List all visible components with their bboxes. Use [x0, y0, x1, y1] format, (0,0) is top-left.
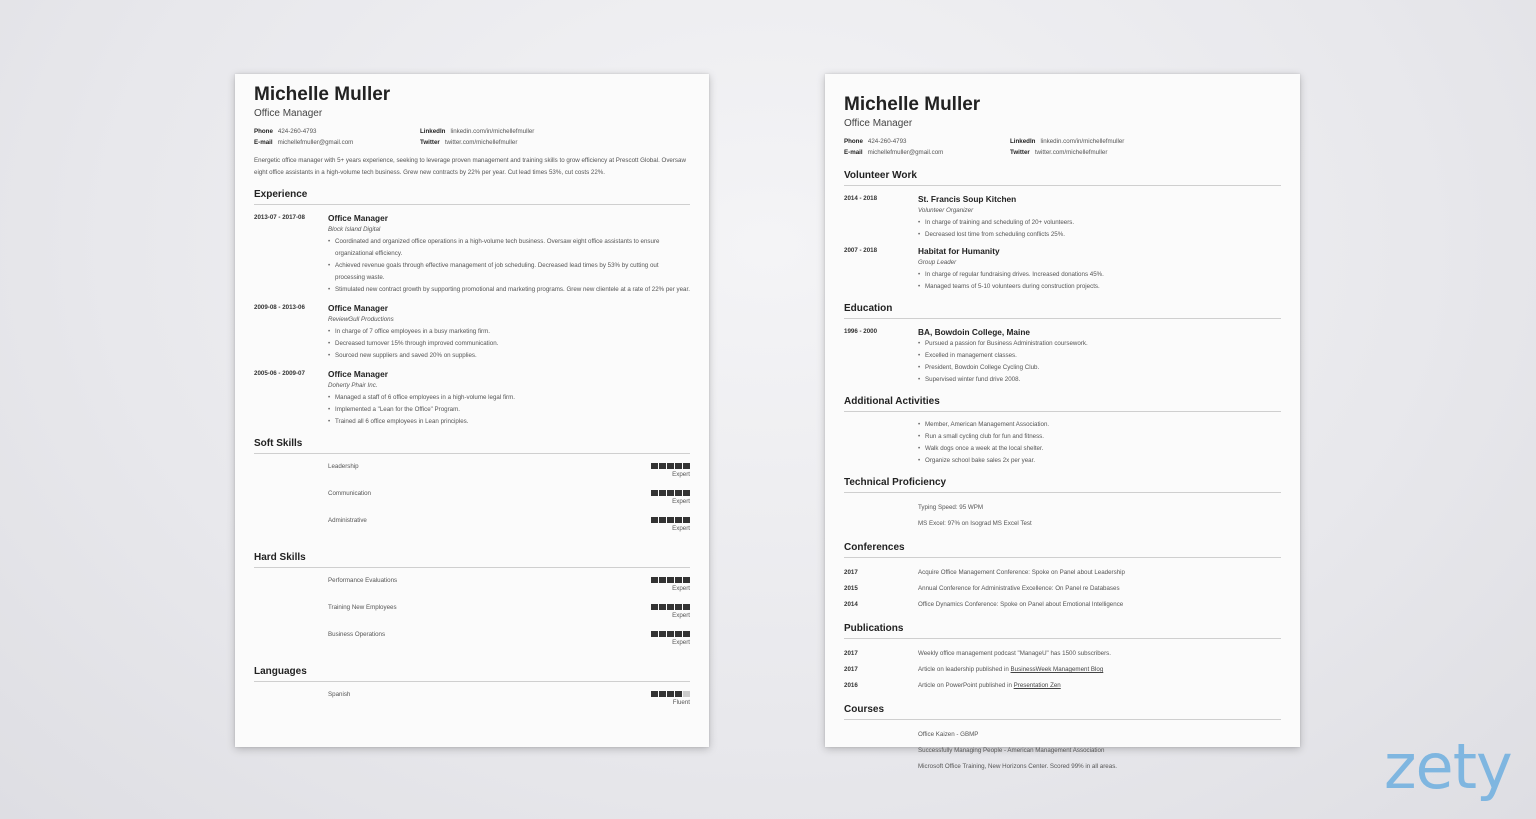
bullet-item: • Organize school bake sales 2x per year. — [918, 455, 1281, 467]
skill-row — [254, 689, 690, 716]
section-title-technical: Technical Proficiency — [844, 477, 1281, 493]
bullet-item: • Supervised winter fund drive 2008. — [918, 374, 1281, 386]
skill-name: Communication — [328, 490, 371, 497]
bullet-item: • Walk dogs once a week at the local shelter. — [918, 443, 1281, 455]
bullet-item: • Decreased turnover 15% through improved communication. — [328, 338, 690, 350]
bullet-list — [918, 419, 1281, 467]
activities-entry — [844, 419, 1281, 467]
resume-name: Michelle Muller — [254, 84, 391, 105]
resume-name: Michelle Muller — [844, 94, 981, 115]
entry-role: Group Leader — [918, 259, 957, 266]
courses-list — [844, 727, 1281, 775]
skill-row — [254, 602, 690, 629]
experience-entry — [254, 302, 690, 362]
skill-row — [254, 515, 690, 542]
education-entry — [844, 326, 1281, 386]
rating-square — [667, 490, 674, 496]
publication-row — [844, 662, 1281, 678]
contact-twitter: Twitter twitter.com/michellefmuller — [1010, 149, 1108, 156]
resume-page-right — [825, 74, 1300, 770]
publication-text-wrap — [918, 662, 1281, 678]
course-item: Successfully Managing People - American Management Association — [918, 747, 1105, 754]
rating-square — [659, 463, 666, 469]
rating-square — [683, 463, 690, 469]
entry-title: Office Manager — [328, 369, 388, 379]
rating-square — [651, 631, 658, 637]
zety-logo[interactable]: zety — [1384, 730, 1512, 803]
publication-text: Article on PowerPoint published in — [918, 682, 1014, 689]
section-title-conferences: Conferences — [844, 542, 1281, 558]
rating-square — [667, 517, 674, 523]
section-title-hard-skills: Hard Skills — [254, 552, 690, 568]
contact-twitter: Twitter twitter.com/michellefmuller — [420, 139, 518, 146]
section-title-soft-skills: Soft Skills — [254, 438, 690, 454]
skill-row — [254, 461, 690, 488]
row-spacer — [844, 759, 918, 775]
languages-list — [254, 689, 690, 716]
rating-square — [675, 490, 682, 496]
contact-phone: Phone 424-260-4793 — [254, 128, 317, 135]
bullet-item: • Trained all 6 office employees in Lean principles. — [328, 416, 690, 428]
entry-date: 2014 - 2018 — [844, 195, 878, 202]
bullet-item: • Member, American Management Association. — [918, 419, 1281, 431]
rating-square — [667, 463, 674, 469]
experience-entry — [254, 212, 690, 296]
soft-skills-list — [254, 461, 690, 542]
entry-date: 2009-08 - 2013-06 — [254, 304, 305, 311]
conference-year: 2014 — [844, 601, 858, 608]
skill-rating — [630, 575, 690, 602]
publication-text-wrap — [918, 646, 1281, 662]
publication-year: 2017 — [844, 666, 858, 673]
bullet-item: • Pursued a passion for Business Administration coursework. — [918, 338, 1281, 350]
bullet-item: • Managed teams of 5-10 volunteers during construction projects. — [918, 281, 1281, 293]
publication-link[interactable]: Presentation Zen — [1013, 682, 1061, 689]
rating-square — [667, 604, 674, 610]
conference-row — [844, 565, 1281, 581]
rating-square — [675, 691, 682, 697]
skill-level: Expert — [672, 612, 690, 619]
resume-role: Office Manager — [844, 118, 913, 129]
rating-square — [675, 577, 682, 583]
rating-square — [675, 517, 682, 523]
row-spacer — [844, 743, 918, 759]
rating-square — [651, 691, 658, 697]
entry-date: 1996 - 2000 — [844, 328, 878, 335]
entry-date: 2007 - 2018 — [844, 247, 878, 254]
bullet-item: • Achieved revenue goals through effective management of job scheduling. Decreased lead times by 53% by cutting out processing waste. — [328, 260, 690, 284]
resume-page-left — [235, 74, 709, 747]
rating-square — [659, 604, 666, 610]
entry-company: Doherty Phair Inc. — [328, 382, 378, 389]
skill-rating — [630, 488, 690, 515]
contact-block — [254, 128, 690, 146]
row-spacer — [844, 500, 918, 516]
experience-list — [254, 212, 690, 428]
skill-level: Expert — [672, 498, 690, 505]
publication-year: 2016 — [844, 682, 858, 689]
conference-row — [844, 581, 1281, 597]
row-spacer — [844, 516, 918, 532]
rating-bars — [630, 490, 690, 496]
skill-level: Expert — [672, 639, 690, 646]
entry-title: Office Manager — [328, 213, 388, 223]
rating-square — [683, 517, 690, 523]
section-title-experience: Experience — [254, 189, 690, 205]
conference-text: Office Dynamics Conference: Spoke on Panel about Emotional Intelligence — [918, 601, 1124, 608]
resume-summary: Energetic office manager with 5+ years experience, seeking to leverage proven management and training skills to grow efficiency at Prescott Global. Oversaw eight office assistants in a high-volume tech business. Grew new contracts by 22% per year. Cut lead times 53%, cut costs 22%. — [254, 157, 686, 176]
rating-square — [651, 517, 658, 523]
rating-square — [651, 463, 658, 469]
bullet-item: • Excelled in management classes. — [918, 350, 1281, 362]
publication-row — [844, 678, 1281, 694]
course-row — [844, 759, 1281, 775]
entry-title: Office Manager — [328, 303, 388, 313]
technical-list — [844, 500, 1281, 532]
bullet-item: • Run a small cycling club for fun and fitness. — [918, 431, 1281, 443]
conference-year: 2015 — [844, 585, 858, 592]
skill-row — [254, 575, 690, 602]
skill-level: Expert — [672, 525, 690, 532]
conference-year: 2017 — [844, 569, 858, 576]
bullet-list — [328, 392, 690, 428]
skill-name: Training New Employees — [328, 604, 397, 611]
rating-square — [683, 577, 690, 583]
skill-rating — [630, 602, 690, 629]
technical-row — [844, 500, 1281, 516]
rating-bars — [630, 517, 690, 523]
rating-square — [651, 490, 658, 496]
skill-name: Leadership — [328, 463, 359, 470]
rating-square — [683, 604, 690, 610]
rating-bars — [630, 577, 690, 583]
entry-title: Habitat for Humanity — [918, 246, 1000, 256]
publication-text: Article on leadership published in — [918, 666, 1011, 673]
experience-entry — [254, 368, 690, 428]
bullet-item: • Managed a staff of 6 office employees in a high-volume legal firm. — [328, 392, 690, 404]
entry-company: Block Island Digital — [328, 226, 381, 233]
technical-row — [844, 516, 1281, 532]
bullet-list — [918, 338, 1281, 386]
entry-date: 2013-07 - 2017-08 — [254, 214, 305, 221]
skill-level: Expert — [672, 585, 690, 592]
skill-level: Fluent — [672, 699, 690, 706]
rating-bars — [630, 691, 690, 697]
bullet-item: • President, Bowdoin College Cycling Club. — [918, 362, 1281, 374]
rating-square — [651, 604, 658, 610]
skill-name: Administrative — [328, 517, 367, 524]
volunteer-entry — [844, 245, 1281, 293]
bullet-item: • In charge of regular fundraising drives. Increased donations 45%. — [918, 269, 1281, 281]
rating-square — [675, 604, 682, 610]
rating-square — [659, 490, 666, 496]
skill-rating — [630, 629, 690, 656]
course-item: Office Kaizen - GBMP — [918, 731, 979, 738]
entry-title: BA, Bowdoin College, Maine — [918, 327, 1031, 337]
entry-role: Volunteer Organizer — [918, 207, 974, 214]
volunteer-list — [844, 193, 1281, 293]
contact-email: E-mail michellefmuller@gmail.com — [254, 139, 354, 146]
rating-square — [675, 463, 682, 469]
rating-square — [683, 691, 690, 697]
course-row — [844, 743, 1281, 759]
entry-company: ReviewGull Productions — [328, 316, 394, 323]
course-row — [844, 727, 1281, 743]
skill-row — [254, 488, 690, 515]
rating-square — [675, 631, 682, 637]
skill-rating — [630, 515, 690, 542]
bullet-item: • Decreased lost time from scheduling conflicts 25%. — [918, 229, 1281, 241]
bullet-item: • Stimulated new contract growth by supporting promotional and marketing programs. Grew new clientele at a rate of 22% per year. — [328, 284, 690, 296]
bullet-item: • Implemented a "Lean for the Office" Program. — [328, 404, 690, 416]
technical-item: Typing Speed: 95 WPM — [918, 504, 984, 511]
rating-bars — [630, 631, 690, 637]
bullet-list — [918, 269, 1281, 293]
rating-bars — [630, 604, 690, 610]
publication-row — [844, 646, 1281, 662]
conference-row — [844, 597, 1281, 613]
publication-text-wrap — [918, 678, 1281, 694]
rating-square — [659, 517, 666, 523]
resume-role: Office Manager — [254, 108, 323, 119]
skill-name: Business Operations — [328, 631, 386, 638]
entry-title: St. Francis Soup Kitchen — [918, 194, 1017, 204]
hard-skills-list — [254, 575, 690, 656]
rating-square — [683, 631, 690, 637]
skill-row — [254, 629, 690, 656]
rating-square — [659, 577, 666, 583]
publications-list — [844, 646, 1281, 694]
conference-text: Acquire Office Management Conference: Spoke on Panel about Leadership — [918, 569, 1125, 576]
conference-text: Annual Conference for Administrative Excellence: On Panel re Databases — [918, 585, 1120, 592]
skill-level: Expert — [672, 471, 690, 478]
conferences-list — [844, 565, 1281, 613]
row-spacer — [844, 727, 918, 743]
technical-item: MS Excel: 97% on Isograd MS Excel Test — [918, 520, 1032, 527]
rating-square — [683, 490, 690, 496]
publication-year: 2017 — [844, 650, 858, 657]
bullet-item: • Coordinated and organized office operations in a high-volume tech business. Oversaw eight office assistants to ensure organizational efficiency. — [328, 236, 690, 260]
rating-square — [659, 691, 666, 697]
bullet-list — [328, 326, 690, 362]
section-title-courses: Courses — [844, 704, 1281, 720]
volunteer-entry — [844, 193, 1281, 241]
publication-link[interactable]: BusinessWeek Management Blog — [1010, 666, 1104, 673]
section-title-volunteer: Volunteer Work — [844, 170, 1281, 186]
bullet-list — [918, 217, 1281, 241]
section-title-languages: Languages — [254, 666, 690, 682]
skill-rating — [630, 689, 690, 716]
rating-bars — [630, 463, 690, 469]
publication-text: Weekly office management podcast "ManageU" has 1500 subscribers. — [918, 650, 1111, 657]
contact-linkedin: LinkedIn linkedin.com/in/michellefmuller — [1010, 138, 1125, 145]
section-title-publications: Publications — [844, 623, 1281, 639]
skill-name: Performance Evaluations — [328, 577, 398, 584]
bullet-list — [328, 236, 690, 296]
rating-square — [659, 631, 666, 637]
bullet-item: • In charge of 7 office employees in a busy marketing firm. — [328, 326, 690, 338]
rating-square — [651, 577, 658, 583]
rating-square — [667, 691, 674, 697]
rating-square — [667, 631, 674, 637]
rating-square — [667, 577, 674, 583]
section-title-education: Education — [844, 303, 1281, 319]
section-title-activities: Additional Activities — [844, 396, 1281, 412]
skill-name: Spanish — [328, 691, 351, 698]
skill-rating — [630, 461, 690, 488]
entry-date: 2005-06 - 2009-07 — [254, 370, 305, 377]
course-item: Microsoft Office Training, New Horizons Center. Scored 99% in all areas. — [918, 763, 1118, 770]
bullet-item: • In charge of training and scheduling of 20+ volunteers. — [918, 217, 1281, 229]
contact-phone: Phone 424-260-4793 — [844, 138, 907, 145]
contact-linkedin: LinkedIn linkedin.com/in/michellefmuller — [420, 128, 535, 135]
bullet-item: • Sourced new suppliers and saved 20% on supplies. — [328, 350, 690, 362]
contact-block — [844, 138, 1281, 156]
contact-email: E-mail michellefmuller@gmail.com — [844, 149, 944, 156]
